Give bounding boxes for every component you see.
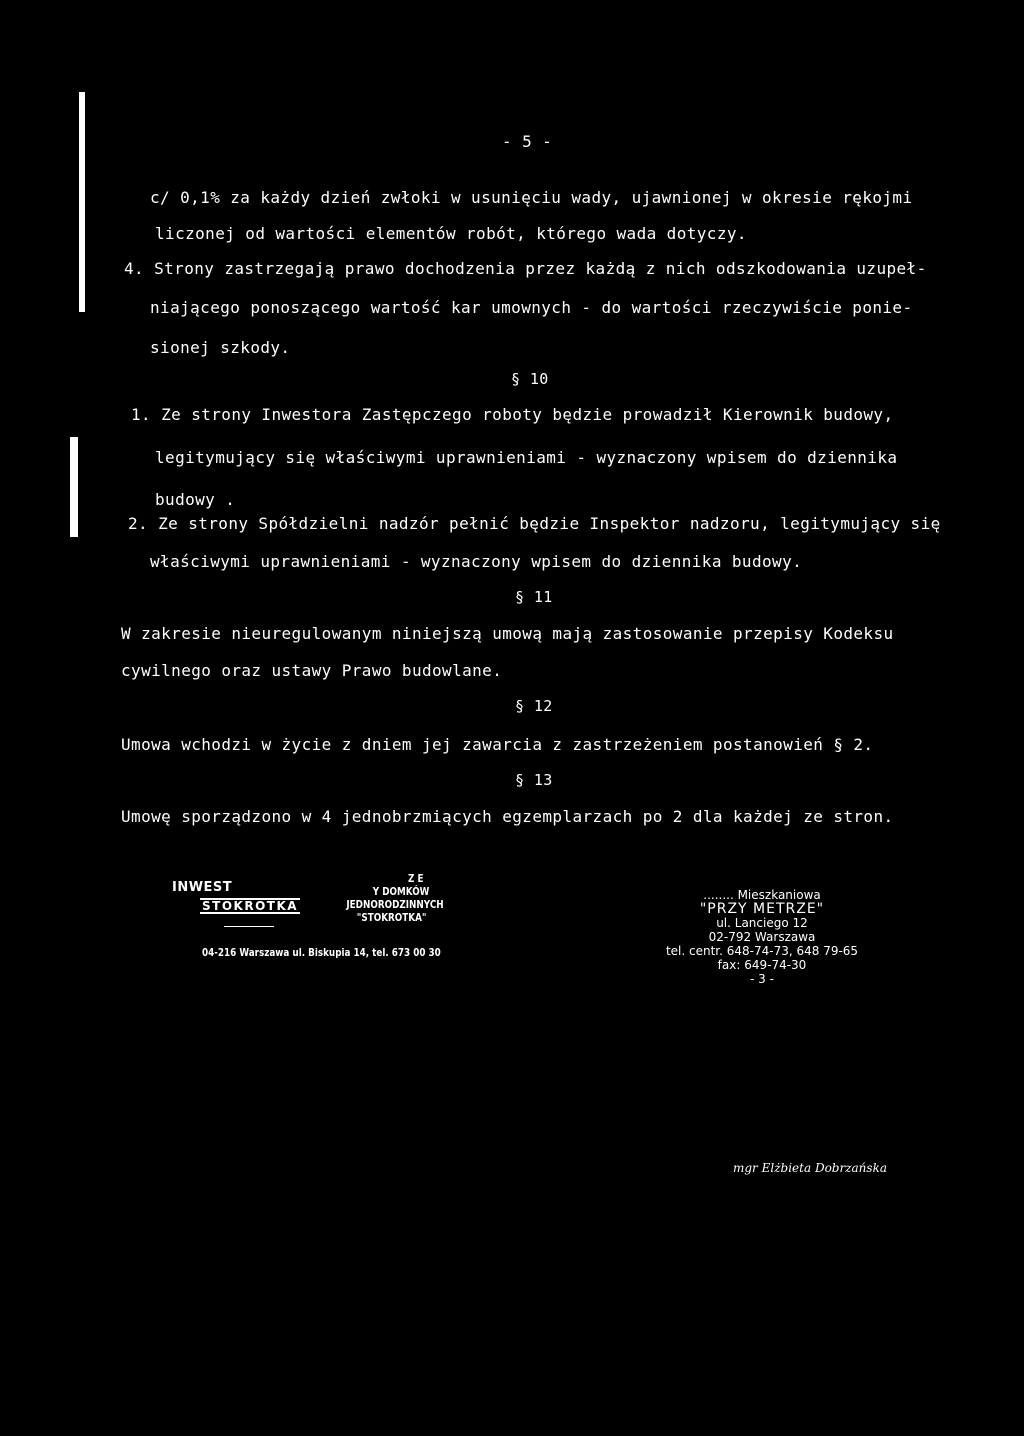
section-11-heading: § 11 — [515, 588, 553, 606]
stamp-right-line2: "PRZY METRZE" — [699, 901, 825, 917]
stamp-right-line4: 02-792 Warszawa — [708, 930, 816, 944]
stamp-right-line5: tel. centr. 648-74-73, 648 79-65 — [665, 944, 859, 958]
text-line-10: właściwymi uprawnieniami - wyznaczony wpisem do dziennika budowy. — [150, 552, 803, 571]
stamp-right-line1: ........ Mieszkaniowa — [703, 888, 821, 902]
stamp-left-name: STOKROTKA — [202, 899, 299, 913]
margin-bar-top — [79, 92, 85, 312]
margin-bar-bottom — [70, 437, 78, 537]
stamp-right-line3: ul. Lanciego 12 — [716, 916, 808, 930]
section-13-heading: § 13 — [515, 771, 553, 789]
stamp-center-line3: JEDNORODZINNYCH — [346, 898, 444, 911]
text-line-7: legitymujący się właściwymi uprawnieniami - wyznaczony wpisem do dziennika — [155, 448, 898, 467]
text-line-3: 4. Strony zastrzegają prawo dochodzenia przez każdą z nich odszkodowania uzupeł- — [124, 259, 927, 278]
stamp-right-line6: fax: 649-74-30 — [717, 958, 807, 972]
stamp-center-line4: "STOKROTKA" — [356, 911, 427, 924]
stamp-center-line2: Y DOMKÓW — [372, 885, 430, 898]
text-line-2: liczonej od wartości elementów robót, którego wada dotyczy. — [155, 224, 747, 243]
stamp-address: 04-216 Warszawa ul. Biskupia 14, tel. 673 00 30 — [202, 946, 441, 959]
text-line-6: 1. Ze strony Inwestora Zastępczego roboty będzie prowadził Kierownik budowy, — [131, 405, 894, 424]
section-12-heading: § 12 — [515, 697, 553, 715]
stamp-left-dash — [224, 926, 274, 927]
text-line-12: cywilnego oraz ustawy Prawo budowlane. — [121, 661, 503, 680]
text-line-8: budowy . — [155, 490, 236, 509]
stamp-right-line7: - 3 - — [750, 972, 774, 986]
text-line-1: c/ 0,1% za każdy dzień zwłoki w usunięciu wady, ujawnionej w okresie rękojmi — [150, 188, 913, 207]
text-line-5: sionej szkody. — [150, 338, 291, 357]
text-line-4: niającego ponoszącego wartość kar umownych - do wartości rzeczywiście ponie- — [150, 298, 913, 317]
text-line-11: W zakresie nieuregulowanym niniejszą umową mają zastosowanie przepisy Kodeksu — [121, 624, 894, 643]
text-line-9: 2. Ze strony Spółdzielni nadzór pełnić będzie Inspektor nadzoru, legitymujący się — [128, 514, 941, 533]
stamp-left-title: INWEST — [172, 880, 233, 895]
section-10-heading: § 10 — [511, 370, 549, 388]
text-line-14: Umowę sporządzono w 4 jednobrzmiących egzemplarzach po 2 dla każdej ze stron. — [121, 807, 894, 826]
stamp-center — [336, 872, 464, 924]
stamp-left — [172, 880, 300, 927]
stamp-right — [646, 888, 878, 986]
text-line-13: Umowa wchodzi w życie z dniem jej zawarcia z zastrzeżeniem postanowień § 2. — [121, 735, 874, 754]
page-number: - 5 - — [502, 132, 553, 151]
signature: mgr Elżbieta Dobrzańska — [733, 1161, 887, 1175]
stamp-center-line1: Z E — [408, 872, 424, 885]
